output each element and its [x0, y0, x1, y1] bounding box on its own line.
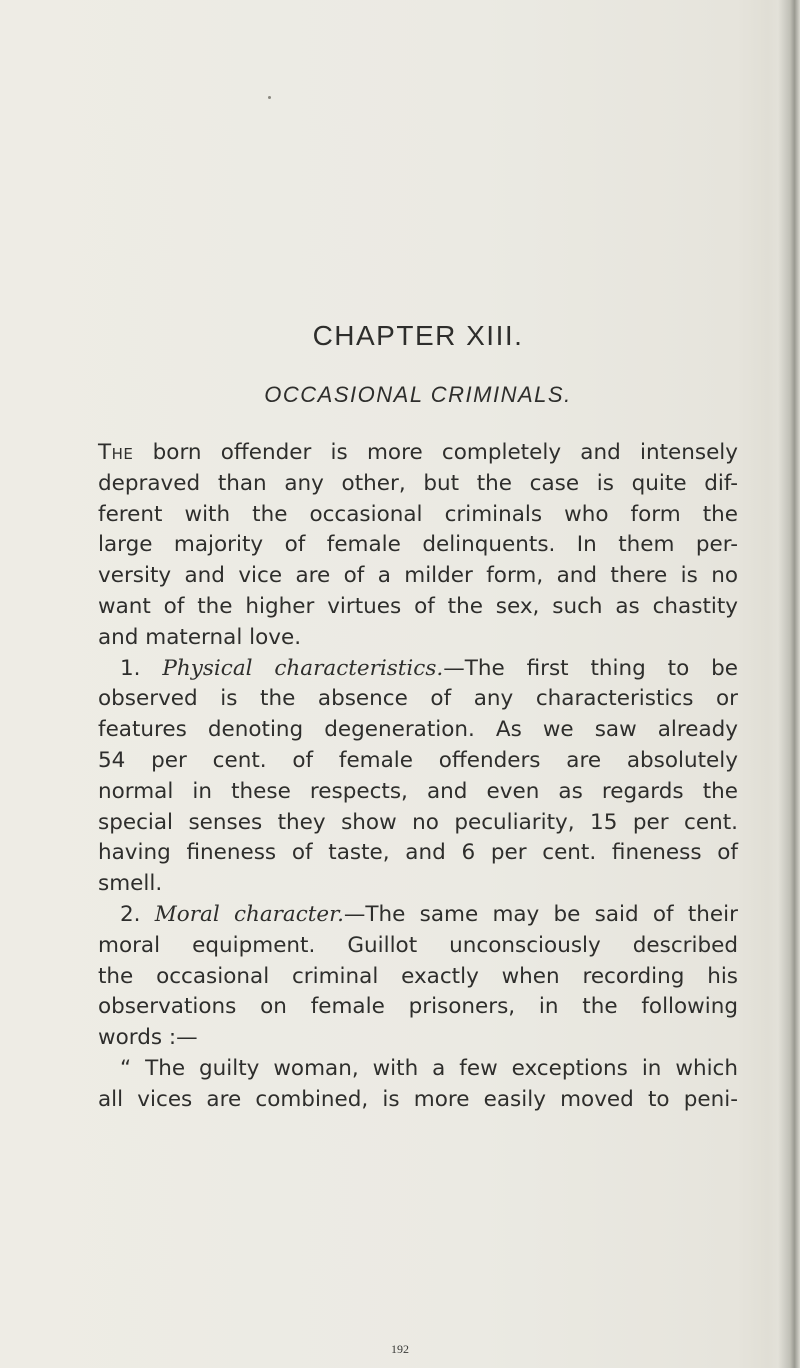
text-line — [98, 592, 738, 623]
line-text: the occasional criminal exactly when recording his — [98, 963, 738, 989]
text-line — [98, 1085, 738, 1116]
line-text: observations on female prisoners, in the following — [98, 994, 738, 1020]
italic-heading: Physical characteristics. — [162, 655, 444, 681]
line-text: ferent with the occasional criminals who form the — [98, 501, 738, 527]
line-text: all vices are combined, is more easily moved to peni- — [98, 1086, 738, 1112]
line-text: depraved than any other, but the case is quite dif- — [98, 470, 738, 496]
line-text: versity and vice are of a milder form, and there is no — [98, 563, 738, 589]
text-line — [98, 1054, 738, 1085]
line-text: —The first thing to be — [443, 655, 738, 681]
line-text: observed is the absence of any characteristics or — [98, 686, 738, 712]
paper-speck — [268, 96, 271, 99]
text-line — [98, 500, 738, 531]
text-line — [98, 777, 738, 808]
text-line — [98, 561, 738, 592]
text-line — [98, 530, 738, 561]
line-text: —The same may be said of their — [343, 901, 738, 927]
text-line — [98, 746, 738, 777]
line-text: words :— — [98, 1025, 198, 1051]
line-text: “ The guilty woman, with a few exceptions in which — [120, 1055, 738, 1081]
text-line — [98, 1023, 738, 1054]
text-line — [98, 654, 738, 685]
italic-heading: Moral character. — [154, 901, 344, 927]
chapter-heading: CHAPTER XIII. — [312, 320, 524, 351]
line-text: 54 per cent. of female offenders are absolutely — [98, 747, 738, 773]
text-line — [98, 438, 738, 469]
small-caps-word: The — [98, 440, 134, 465]
line-text: smell. — [98, 871, 163, 897]
line-text: normal in these respects, and even as regards the — [98, 778, 738, 804]
line-text: want of the higher virtues of the sex, such as chastity — [98, 593, 738, 619]
line-text: having fineness of taste, and 6 per cent. fineness of — [98, 840, 738, 866]
text-line — [98, 808, 738, 839]
text-line — [98, 469, 738, 500]
line-text: large majority of female delinquents. In them per- — [98, 532, 738, 558]
text-line — [98, 962, 738, 993]
text-line — [98, 931, 738, 962]
text-line — [98, 992, 738, 1023]
line-text: special senses they show no peculiarity, 15 per cent. — [98, 809, 738, 835]
text-line — [98, 900, 738, 931]
chapter-subtitle: OCCASIONAL CRIMINALS. — [264, 382, 572, 407]
body-text — [98, 438, 738, 1116]
page-number: 192 — [391, 1342, 409, 1356]
page-edge-shadow — [778, 0, 800, 1368]
text-line — [98, 869, 738, 900]
line-text: born offender is more completely and intensely — [133, 440, 738, 465]
text-line — [98, 684, 738, 715]
text-line — [98, 623, 738, 654]
line-text: 1. — [120, 655, 163, 681]
line-text: and maternal love. — [98, 624, 302, 650]
line-text: 2. — [120, 901, 155, 927]
text-line — [98, 838, 738, 869]
text-line — [98, 715, 738, 746]
line-text: moral equipment. Guillot unconsciously described — [98, 932, 738, 958]
line-text: features denoting degeneration. As we saw already — [98, 717, 738, 743]
